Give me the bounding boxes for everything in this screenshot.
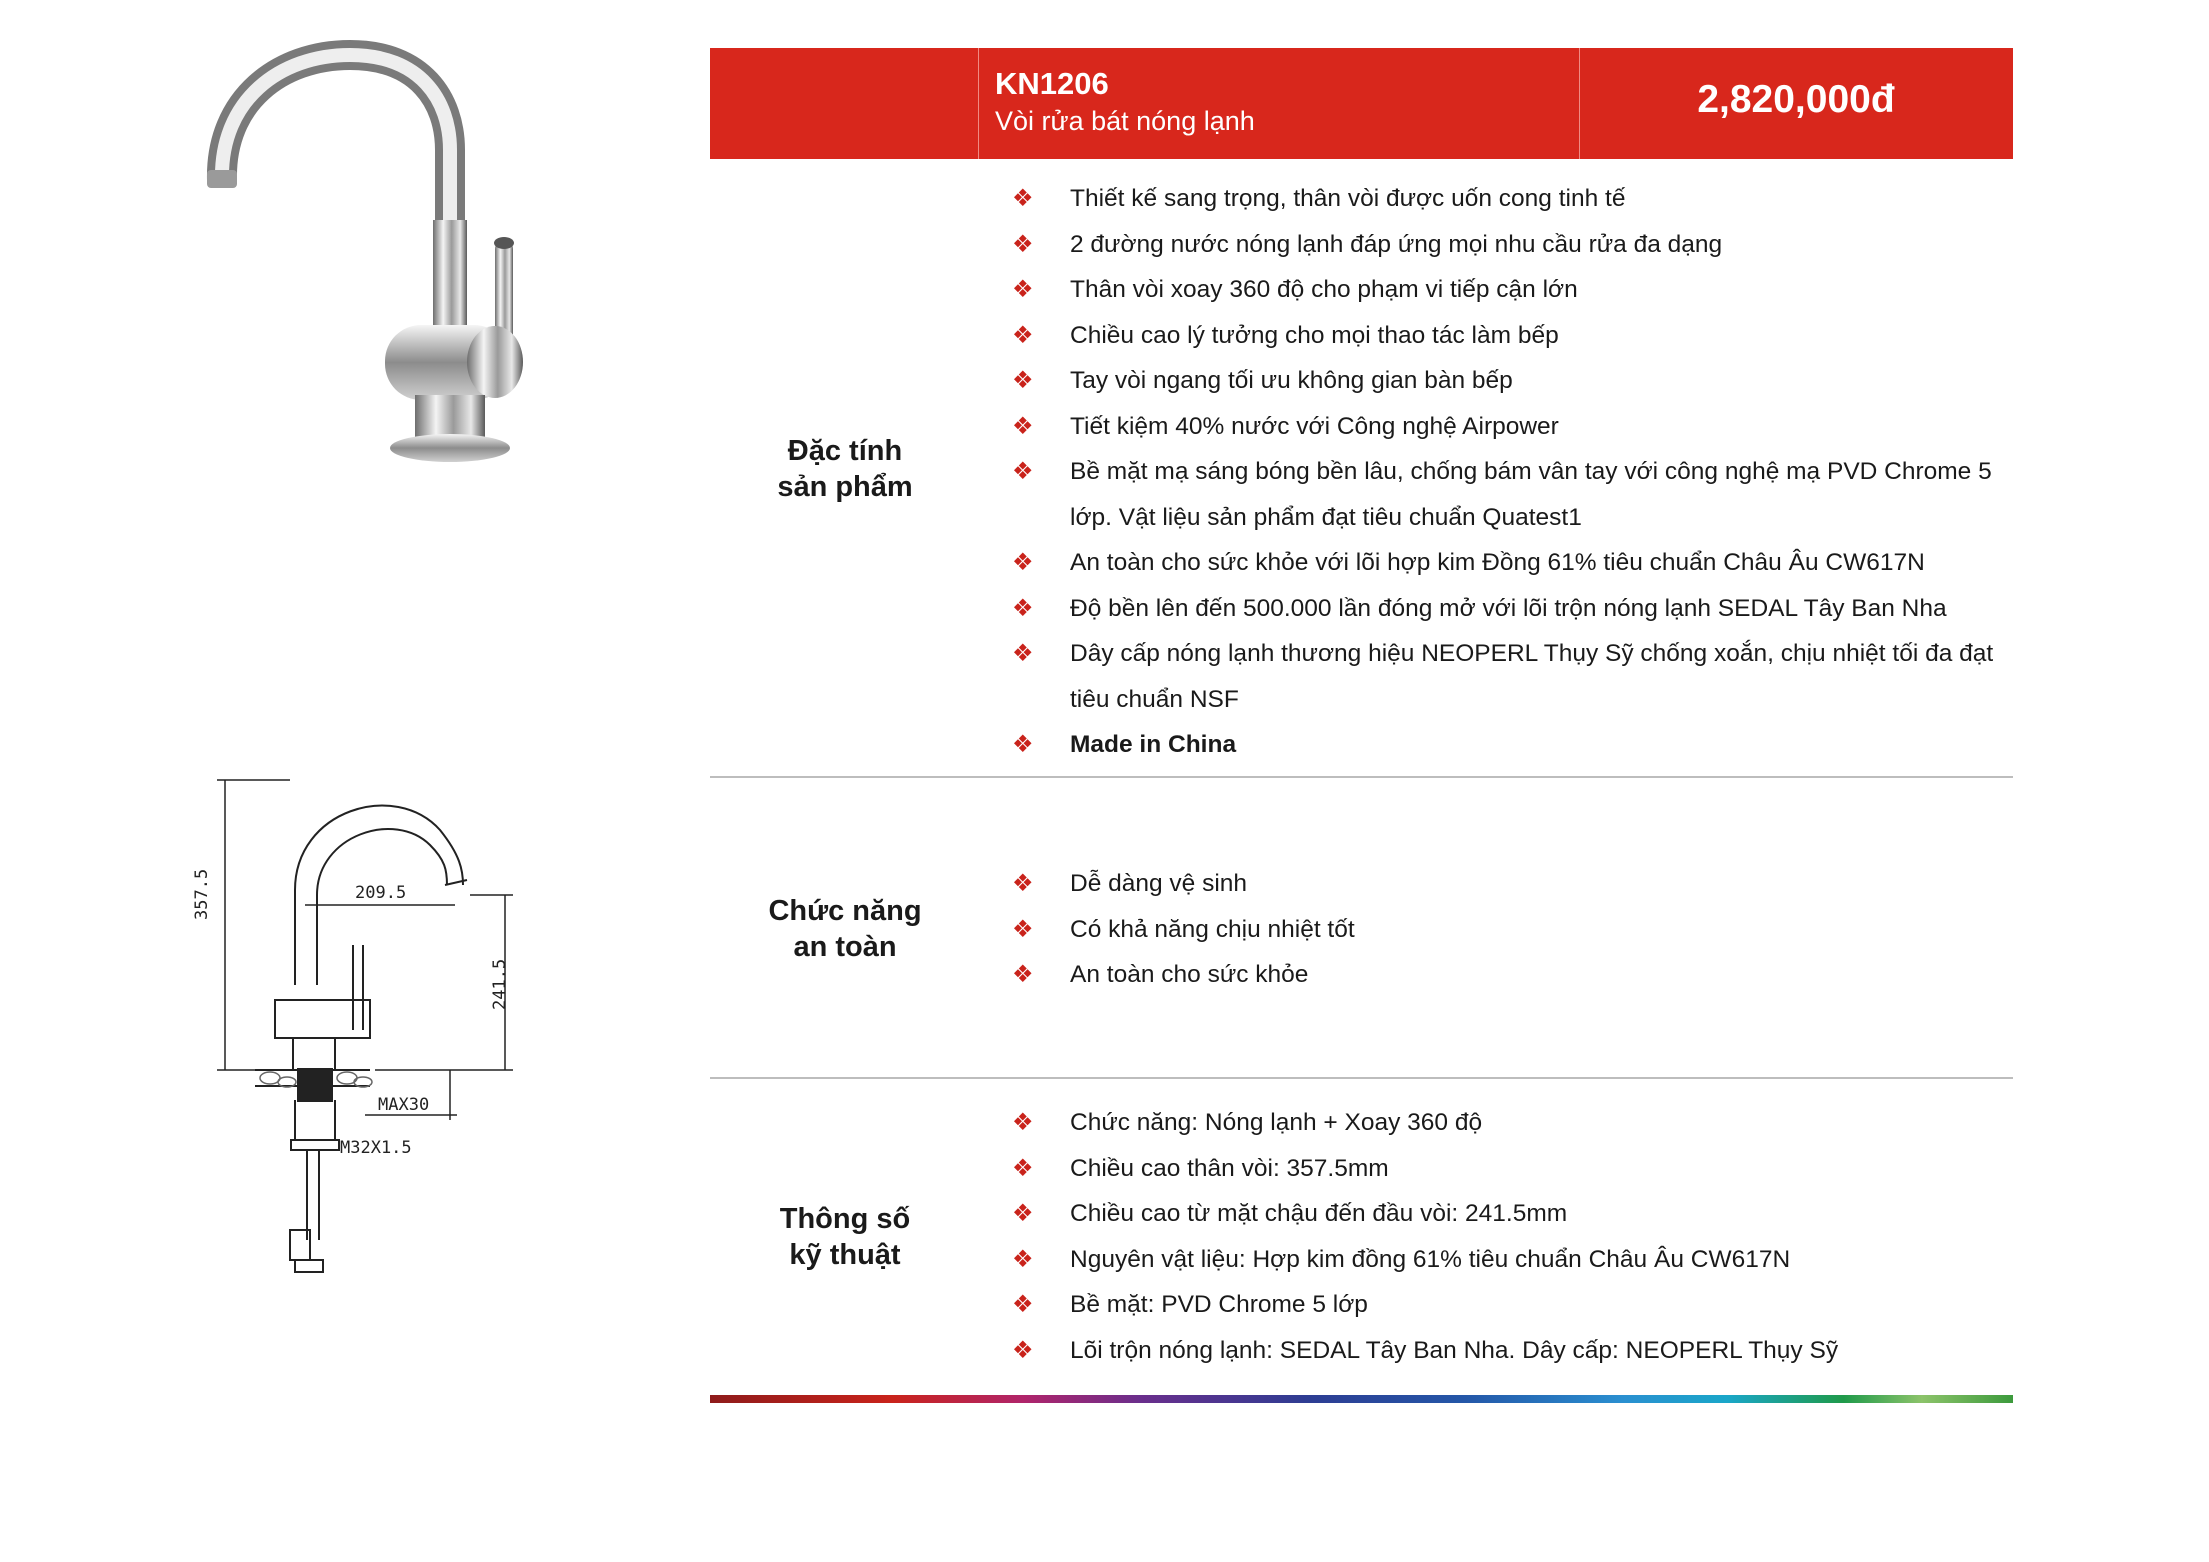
list-item: ❖ Dễ dàng vệ sinh	[1000, 861, 2015, 907]
list-item: ❖ Chức năng: Nóng lạnh + Xoay 360 độ	[1000, 1100, 2015, 1146]
list-item: ❖ Bề mặt: PVD Chrome 5 lớp	[1000, 1282, 2015, 1328]
list-item: ❖ Chiều cao thân vòi: 357.5mm	[1000, 1146, 2015, 1192]
diamond-bullet-icon: ❖	[1012, 412, 1034, 440]
list-item: ❖ Nguyên vật liệu: Hợp kim đồng 61% tiêu chuẩn Châu Âu CW617N	[1000, 1237, 2015, 1283]
list-item: ❖ Chiều cao từ mặt chậu đến đầu vòi: 241.5mm	[1000, 1191, 2015, 1237]
diamond-bullet-icon: ❖	[1012, 1291, 1034, 1318]
diamond-bullet-icon: ❖	[1012, 915, 1034, 943]
diamond-bullet-icon: ❖	[1012, 458, 1034, 485]
feature-list	[1000, 176, 2015, 768]
dim-total-height: 357.5	[192, 868, 212, 920]
footer-gradient-bar	[710, 1395, 2013, 1403]
section-title-features: Đặc tính sản phẩm	[777, 435, 913, 503]
list-item: ❖ Tiết kiệm 40% nước với Công nghệ Airpower	[1000, 404, 2015, 450]
list-item: ❖ An toàn cho sức khỏe	[1000, 952, 2015, 998]
product-photo	[150, 40, 620, 480]
list-item: ❖ Thiết kế sang trọng, thân vòi được uốn cong tinh tế	[1000, 176, 2015, 222]
section-title-safety: Chức năng an toàn	[768, 895, 922, 963]
diamond-bullet-icon: ❖	[1012, 367, 1034, 394]
diamond-bullet-icon: ❖	[1012, 1245, 1034, 1273]
diamond-bullet-icon: ❖	[1012, 230, 1034, 258]
diamond-bullet-icon: ❖	[1012, 1109, 1034, 1136]
diamond-bullet-icon: ❖	[1012, 321, 1034, 349]
diamond-bullet-icon: ❖	[1012, 276, 1034, 303]
diamond-bullet-icon: ❖	[1012, 1200, 1034, 1227]
product-name: Vòi rửa bát nóng lạnh	[995, 106, 1255, 136]
diamond-bullet-icon: ❖	[1012, 731, 1034, 758]
dim-spout-height: 241.5	[490, 958, 510, 1010]
diamond-bullet-icon: ❖	[1012, 594, 1034, 622]
list-item: ❖ Dây cấp nóng lạnh thương hiệu NEOPERL Thụy Sỹ chống xoắn, chịu nhiệt tối đa đạt tiêu chuẩn NSF	[1000, 631, 2015, 722]
list-item: ❖ Độ bền lên đến 500.000 lần đóng mở với lõi trộn nóng lạnh SEDAL Tây Ban Nha	[1000, 586, 2015, 632]
dim-max: MAX30	[378, 1095, 430, 1115]
dim-reach: 209.5	[355, 883, 407, 903]
section-title-specs: Thông số kỹ thuật	[779, 1203, 911, 1271]
header-divider	[978, 48, 979, 159]
section-divider	[710, 776, 2013, 778]
list-item: ❖ Made in China	[1000, 722, 2015, 768]
specs-list	[1000, 1100, 2015, 1373]
product-header	[710, 48, 2013, 159]
product-price: 2,820,000đ	[1697, 78, 1895, 121]
diamond-bullet-icon: ❖	[1012, 870, 1034, 897]
safety-list	[1000, 861, 2015, 998]
section-divider	[710, 1077, 2013, 1079]
list-item: ❖ Chiều cao lý tưởng cho mọi thao tác làm bếp	[1000, 313, 2015, 359]
list-item: ❖ 2 đường nước nóng lạnh đáp ứng mọi nhu cầu rửa đa dạng	[1000, 222, 2015, 268]
diamond-bullet-icon: ❖	[1012, 1336, 1034, 1364]
list-item: ❖ Có khả năng chịu nhiệt tốt	[1000, 907, 2015, 953]
list-item: ❖ Bề mặt mạ sáng bóng bền lâu, chống bám vân tay với công nghệ mạ PVD Chrome 5 lớp. Vật liệu sản phẩm đạt tiêu chuẩn Quatest1	[1000, 449, 2015, 540]
technical-drawing	[192, 770, 615, 1300]
diamond-bullet-icon: ❖	[1012, 185, 1034, 212]
product-code: KN1206	[995, 66, 1109, 101]
list-item: ❖ Tay vòi ngang tối ưu không gian bàn bếp	[1000, 358, 2015, 404]
diamond-bullet-icon: ❖	[1012, 1154, 1034, 1182]
dim-thread: M32X1.5	[340, 1138, 412, 1158]
list-item: ❖ Thân vòi xoay 360 độ cho phạm vi tiếp cận lớn	[1000, 267, 2015, 313]
list-item: ❖ An toàn cho sức khỏe với lõi hợp kim Đồng 61% tiêu chuẩn Châu Âu CW617N	[1000, 540, 2015, 586]
diamond-bullet-icon: ❖	[1012, 549, 1034, 576]
list-item: ❖ Lõi trộn nóng lạnh: SEDAL Tây Ban Nha. Dây cấp: NEOPERL Thụy Sỹ	[1000, 1328, 2015, 1374]
diamond-bullet-icon: ❖	[1012, 640, 1034, 667]
diamond-bullet-icon: ❖	[1012, 961, 1034, 988]
